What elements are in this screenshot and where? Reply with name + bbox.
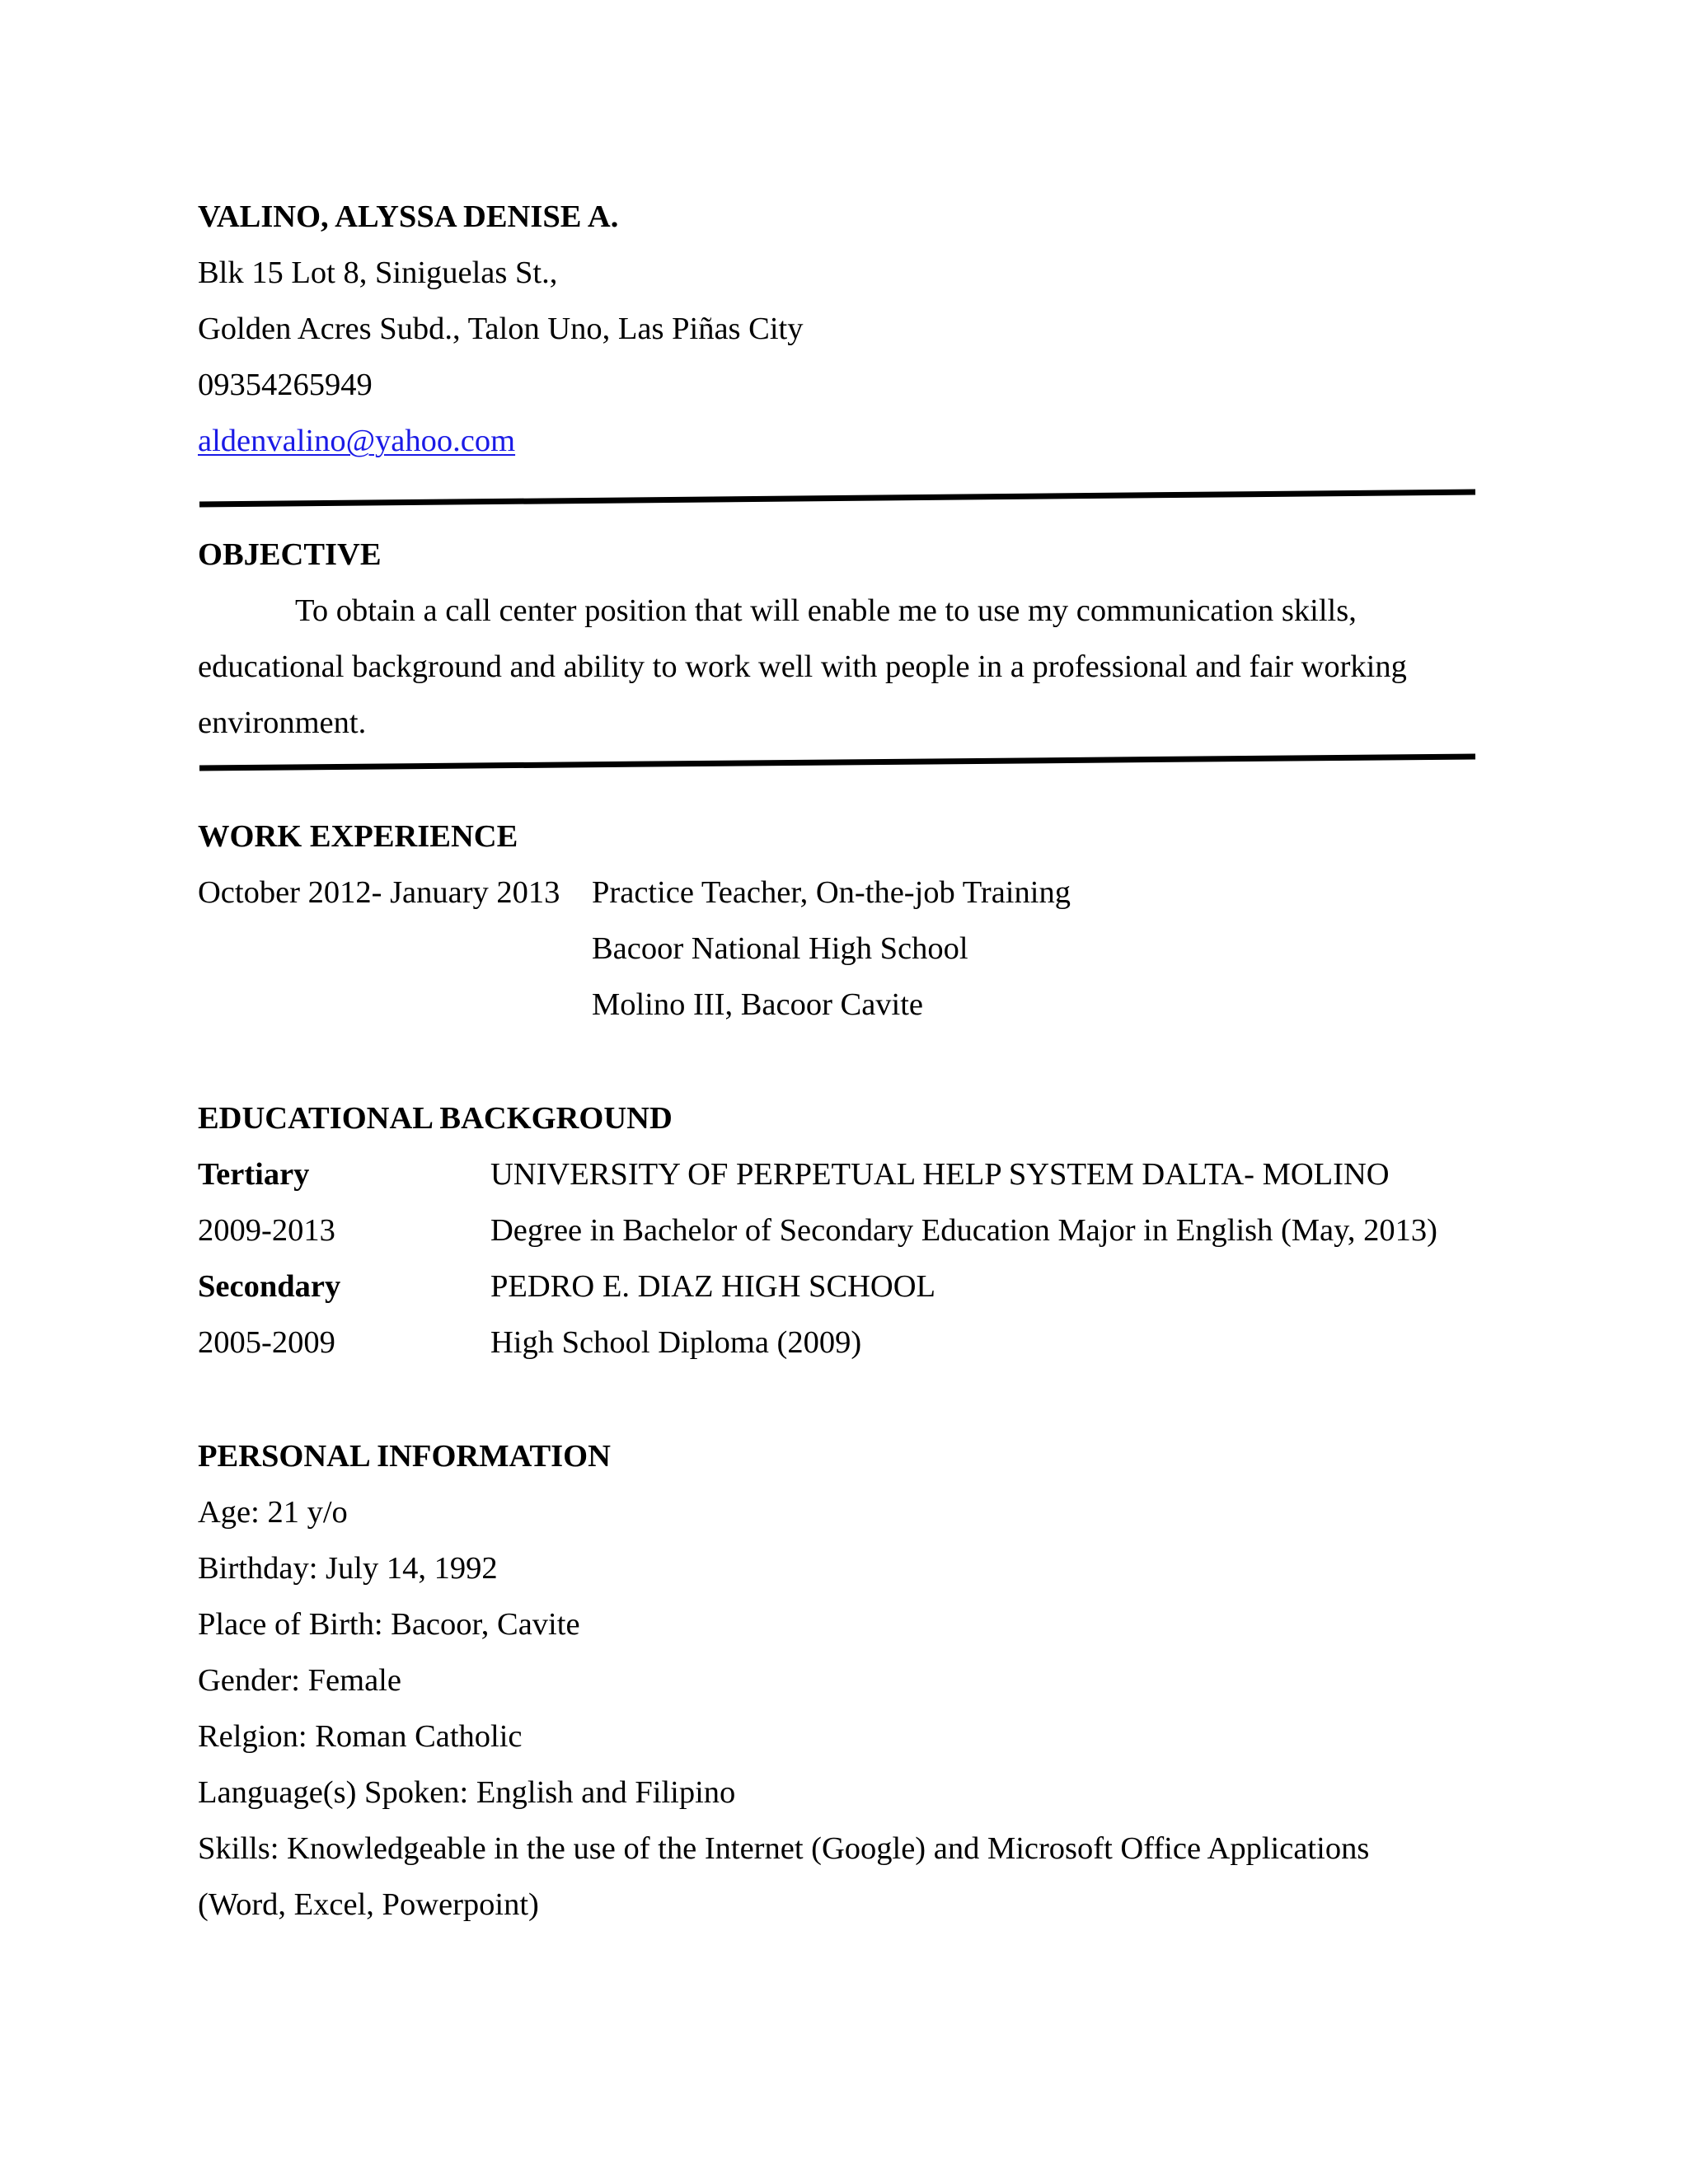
objective-line-1: To obtain a call center position that will enable me to use my communication skills, — [295, 593, 1357, 628]
personal-birthplace: Place of Birth: Bacoor, Cavite — [198, 1607, 580, 1642]
work-location: Molino III, Bacoor Cavite — [592, 987, 924, 1022]
divider-rule-middle — [199, 757, 1475, 768]
personal-skills: Skills: Knowledgeable in the use of the Internet (Google) and Microsoft Office Applications — [198, 1831, 1370, 1866]
personal-religion: Relgion: Roman Catholic — [198, 1719, 523, 1754]
divider-rule-top — [199, 492, 1475, 504]
address-line-1: Blk 15 Lot 8, Siniguelas St., — [198, 255, 558, 290]
education-tertiary-years: 2009-2013 — [198, 1213, 335, 1248]
education-level-tertiary: Tertiary — [198, 1157, 310, 1192]
education-secondary-years: 2005-2009 — [198, 1325, 335, 1360]
education-secondary-diploma: High School Diploma (2009) — [490, 1325, 862, 1360]
personal-info-heading: PERSONAL INFORMATION — [198, 1439, 611, 1474]
education-heading: EDUCATIONAL BACKGROUND — [198, 1101, 673, 1136]
work-school: Bacoor National High School — [592, 931, 968, 966]
education-tertiary-school: UNIVERSITY OF PERPETUAL HELP SYSTEM DALTA- MOLINO — [490, 1157, 1390, 1192]
personal-gender: Gender: Female — [198, 1663, 401, 1698]
address-line-2: Golden Acres Subd., Talon Uno, Las Piñas City — [198, 312, 804, 346]
applicant-name: VALINO, ALYSSA DENISE A. — [198, 199, 619, 234]
work-period: October 2012- January 2013 — [198, 875, 560, 910]
personal-languages: Language(s) Spoken: English and Filipino — [198, 1775, 736, 1810]
objective-line-3: environment. — [198, 705, 367, 740]
education-tertiary-degree: Degree in Bachelor of Secondary Education Major in English (May, 2013) — [490, 1213, 1437, 1248]
education-level-secondary: Secondary — [198, 1269, 341, 1304]
personal-birthday: Birthday: July 14, 1992 — [198, 1551, 498, 1586]
objective-line-2: educational background and ability to work well with people in a professional and fair working — [198, 649, 1407, 684]
phone-number: 09354265949 — [198, 368, 373, 402]
objective-heading: OBJECTIVE — [198, 537, 382, 572]
personal-age: Age: 21 y/o — [198, 1495, 348, 1530]
work-experience-heading: WORK EXPERIENCE — [198, 819, 518, 854]
education-secondary-school: PEDRO E. DIAZ HIGH SCHOOL — [490, 1269, 936, 1304]
personal-skills-continued: (Word, Excel, Powerpoint) — [198, 1887, 539, 1922]
email-link[interactable]: aldenvalino@yahoo.com — [198, 424, 516, 458]
work-role: Practice Teacher, On-the-job Training — [592, 875, 1071, 910]
